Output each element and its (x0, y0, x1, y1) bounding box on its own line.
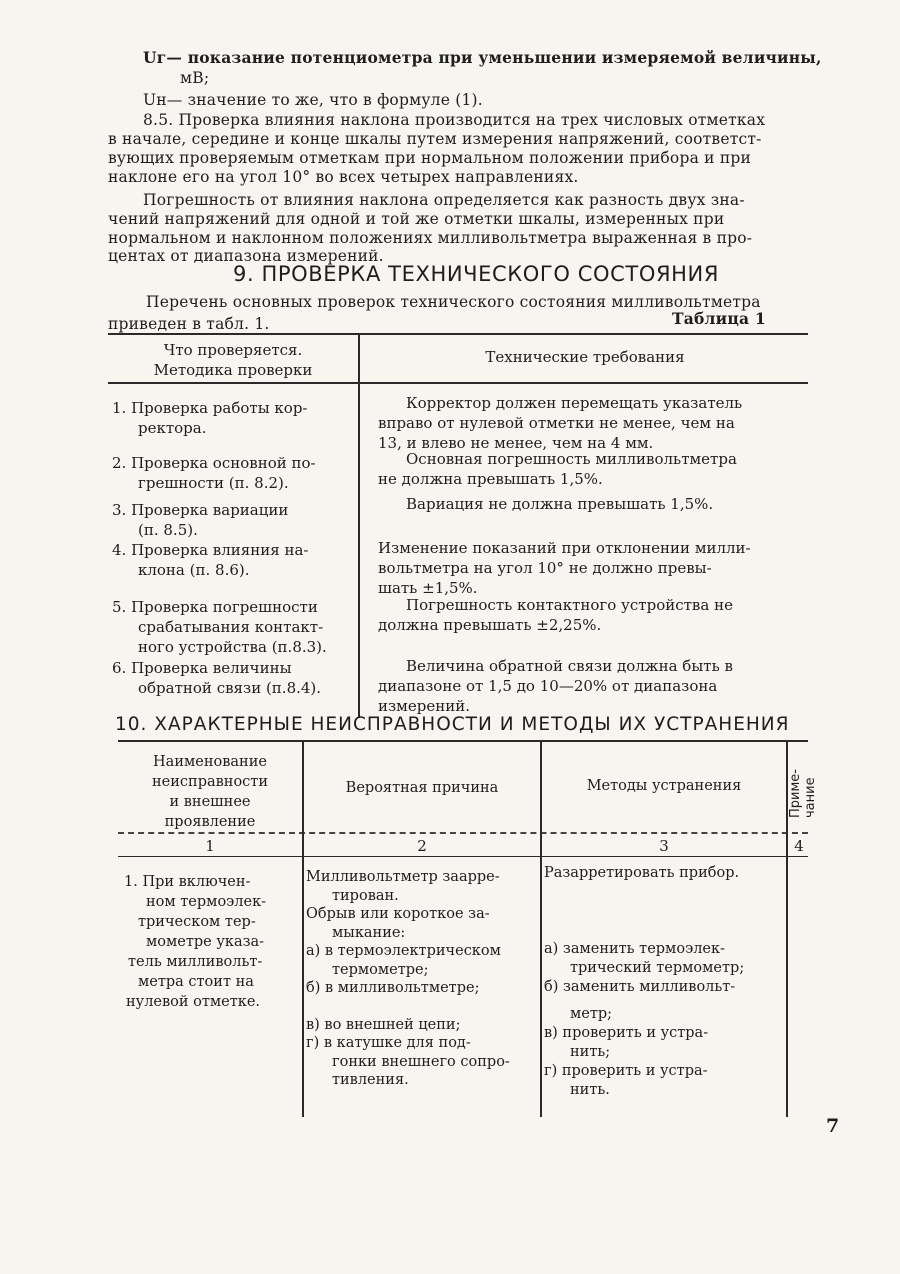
table-2-colnum: 4 (794, 837, 804, 855)
table-2-fix-methods: Разарретировать прибор. а) заменить термоэлек- трический термометр; б) заменить милливольт- метр; в) проверить и устра- нить; г) проверить и устра- нить. (544, 865, 745, 1098)
table-1-column-divider (358, 335, 360, 718)
table-2-probable-cause: Милливольтметр заарре- тирован. Обрыв или короткое за- мыкание: а) в термоэлектрическом термометре; б) в милливольтметре; в) во внешней цепи; г) в катушке для под- гонки внешнего сопро- тивления. (306, 869, 510, 1088)
table-1-header-rule (108, 382, 808, 384)
intro-line: центах от диапазона измерений. (108, 247, 384, 265)
intro-line: Погрешность от влияния наклона определяется как разность двух зна- (143, 191, 745, 209)
intro-line: Uн— значение то же, что в формуле (1). (143, 91, 483, 109)
table-1-header-col2: Технические требования (485, 348, 685, 366)
table-1-row-1-requirement: Корректор должен перемещать указатель вправо от нулевой отметки не менее, чем на 13, и влево не менее, чем на 4 мм. (378, 394, 743, 452)
table-2-header-col4: Приме- чание (788, 769, 818, 818)
table-1-row-2-requirement: Основная погрешность милливольтметра не должна превышать 1,5%. (378, 450, 737, 488)
intro-line: чений напряжений для одной и той же отметки шкалы, измеренных при (108, 210, 725, 228)
section-9-paragraph: Перечень основных проверок технического состояния милливольтметра (146, 293, 761, 311)
table-2-column-divider (302, 742, 304, 1117)
intro-line: наклоне его на угол 10° во всех четырех направлениях. (108, 168, 579, 186)
table-2-header-col3: Методы устранения (586, 778, 742, 794)
intro-line: мВ; (180, 69, 210, 87)
intro-line: Uг— показание потенциометра при уменьшении измеряемой величины, (143, 48, 822, 67)
intro-line: вующих проверяемым отметкам при нормальном положении прибора и при (108, 149, 752, 167)
table-2-fault-description: 1. При включен- ном термоэлек- трическом тер- мометре указа- тель милливольт- метра стоит на нулевой отметке. (124, 874, 267, 1010)
table-2-header-col2: Вероятная причина (345, 780, 499, 796)
table-1-row-2-check: 2. Проверка основной по- грешности (п. 8.2). (112, 454, 316, 492)
table-2-colnum: 3 (659, 837, 669, 855)
table-1-row-6-requirement: Величина обратной связи должна быть в диапазоне от 1,5 до 10—20% от диапазона измерений. (378, 657, 733, 715)
table-1-row-3-requirement: Вариация не должна превышать 1,5%. (406, 495, 714, 513)
table-1-row-6-check: 6. Проверка величины обратной связи (п.8.4). (112, 659, 322, 697)
table-2-header-rule (118, 832, 808, 834)
table-2-header-col1: Наименование неисправности и внешнее проявление (152, 754, 268, 830)
table-1-header-col1: Что проверяется. Методика проверки (153, 341, 313, 379)
section-9-paragraph: приведен в табл. 1. (108, 315, 270, 333)
intro-line: в начале, середине и конце шкалы путем измерения напряжений, соответст- (108, 130, 762, 148)
table-1-row-5-requirement: Погрешность контактного устройства не должна превышать ±2,25%. (378, 596, 733, 634)
intro-line: нормальном и наклонном положениях милливольтметра выраженная в про- (108, 229, 753, 247)
intro-line: 8.5. Проверка влияния наклона производится на трех числовых отметках (143, 111, 766, 129)
section-9-title: 9. ПРОВЕРКА ТЕХНИЧЕСКОГО СОСТОЯНИЯ (233, 262, 720, 286)
table-1-row-5-check: 5. Проверка погрешности срабатывания контакт- ного устройства (п.8.3). (112, 598, 327, 656)
section-10-title: 10. ХАРАКТЕРНЫЕ НЕИСПРАВНОСТИ И МЕТОДЫ ИХ УСТРАНЕНИЯ (115, 714, 790, 735)
table-2-colnum: 2 (417, 837, 427, 855)
table-1-label: Таблица 1 (672, 309, 766, 328)
table-1-top-rule (108, 333, 808, 335)
page-number: 7 (826, 1115, 840, 1137)
table-1-row-1-check: 1. Проверка работы кор- ректора. (112, 399, 308, 437)
table-2-number-rule (118, 856, 808, 857)
table-1-row-3-check: 3. Проверка вариации (п. 8.5). (112, 501, 289, 539)
table-2-column-divider (540, 742, 542, 1117)
table-2-top-rule (118, 740, 808, 742)
table-2-colnum: 1 (205, 837, 215, 855)
table-1-row-4-requirement: Изменение показаний при отклонении милли- вольтметра на угол 10° не должно превы- шать ±1,5%. (378, 539, 751, 597)
table-1-row-4-check: 4. Проверка влияния на- клона (п. 8.6). (112, 541, 309, 579)
